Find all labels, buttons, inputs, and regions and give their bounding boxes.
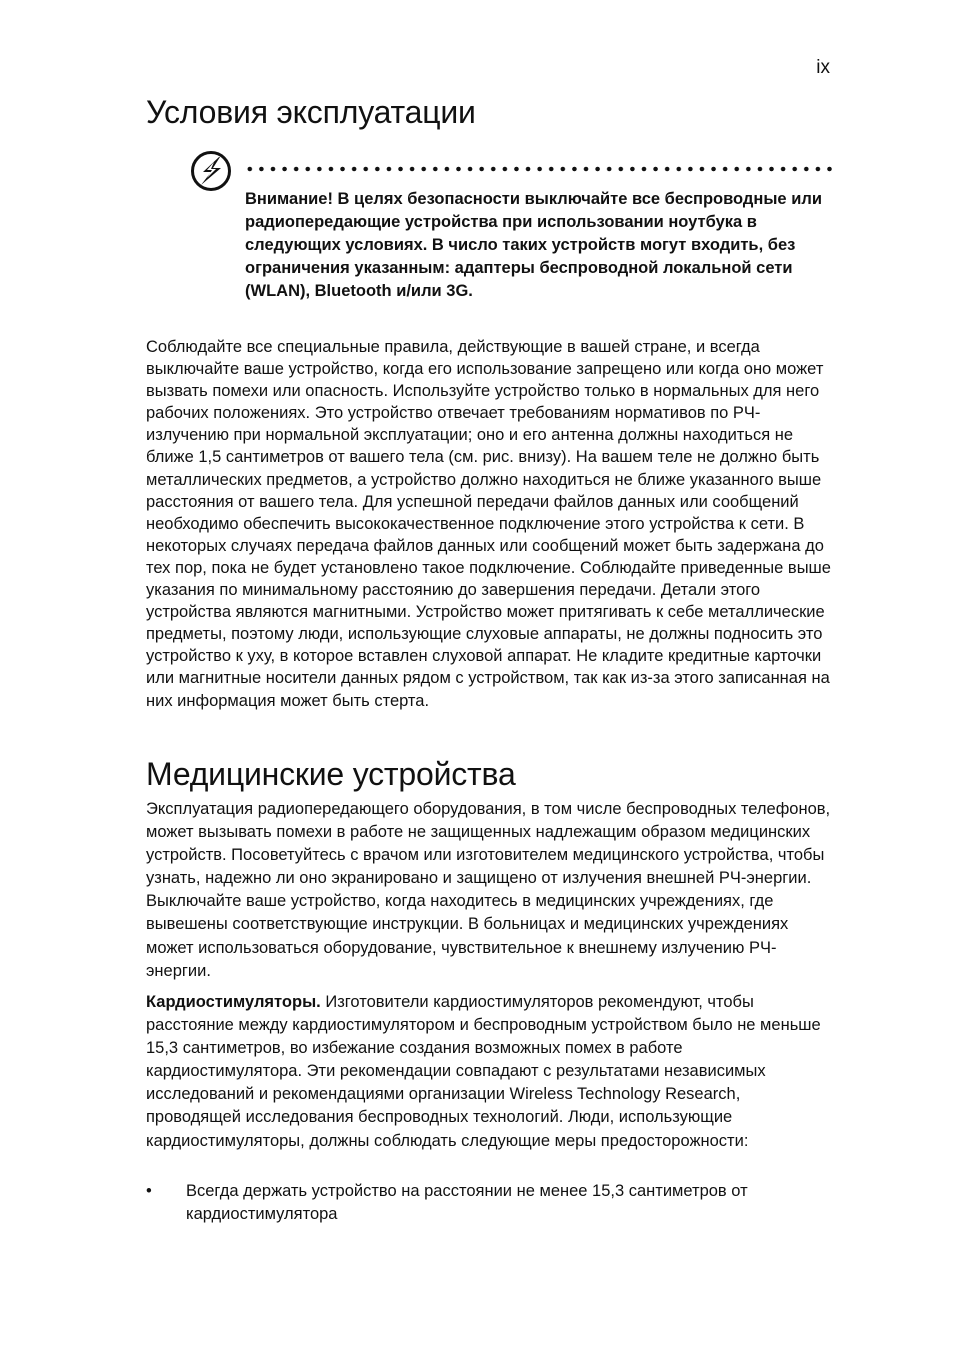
warning-dotted-rule [244,166,832,172]
lightning-warning-icon [190,150,232,192]
section-title-conditions: Условия эксплуатации [146,94,476,130]
conditions-paragraph: Соблюдайте все специальные правила, действующие в вашей стране, и всегда выключайте ваше устройство, когда его использование запрещено или когда оно может вызвать помехи или опасность. Используйте устройство только в нормальных для него рабочих положениях. Это устройство отвечает требованиям нормативов по РЧ-излучению при нормальной эксплуатации; оно и его антенна должны находиться не ближе 1,5 сантиметров от вашего тела (см. рис. внизу). На вашем теле не должно быть металлических предметов, а устройство должно находиться не ближе указанного выше расстояния от вашего тела. Для успешной передачи файлов данных или сообщений необходимо обеспечить высококачественное подключение этого устройства к сети. В некоторых случаях передача файлов данных или сообщений может быть задержана до тех пор, пока не будет установлено такое подключение. Соблюдайте приведенные выше указания по минимальному расстоянию до завершения передачи. Детали этого устройства являются магнитными. Устройство может притягивать к себе металлические предметы, поэтому люди, использующие слуховые аппараты, не должны подносить это устройство к уху, в которое вставлен слуховой аппарат. Не кладите кредитные карточки или магнитные носители данных рядом с устройством, так как из-за этого записанная на них информация может быть стерта. [146,338,831,710]
page-number: ix [816,57,830,78]
bullet-icon: • [146,1182,152,1200]
bullet-text: Всегда держать устройство на расстоянии не менее 15,3 сантиметров от кардиостимулятора [186,1182,748,1224]
pacemakers-paragraph [146,991,836,1153]
medical-paragraph: Эксплуатация радиопередающего оборудования, в том числе беспроводных телефонов, может вызывать помехи в работе не защищенных надлежащим образом медицинских устройств. Посоветуйтесь с врачом или изготовителем медицинского устройства, чтобы узнать, надежно ли оно экранировано и защищено от излучения внешней РЧ-энергии. Выключайте ваше устройство, когда находитесь в медицинских учреждениях, где вывешены соответствующие инструкции. В больницах и медицинских учреждениях может использоваться оборудование, чувствительное к внешнему излучению РЧ-энергии. [146,800,831,980]
section-title-medical: Медицинские устройства [146,756,516,792]
warning-text: Внимание! В целях безопасности выключайте все беспроводные или радиопередающие устройства при использовании ноутбука в следующих условиях. В число таких устройств могут входить, без ограничения указанным: адаптеры беспроводной локальной сети (WLAN), Bluetooth и/или 3G. [245,190,822,301]
pacemakers-lead: Кардиостимуляторы. [146,993,321,1011]
pacemakers-text: Изготовители кардиостимуляторов рекомендуют, чтобы расстояние между кардиостимулятором и беспроводным устройством было не меньше 15,3 сантиметров, во избежание создания возможных помех в работе кардиостимулятора. Эти рекомендации совпадают с результатами независимых исследований и рекомендациями организации Wireless Technology Research, проводящей исследования беспроводных технологий. Люди, использующие кардиостимуляторы, должны соблюдать следующие меры предосторожности: [146,993,821,1150]
